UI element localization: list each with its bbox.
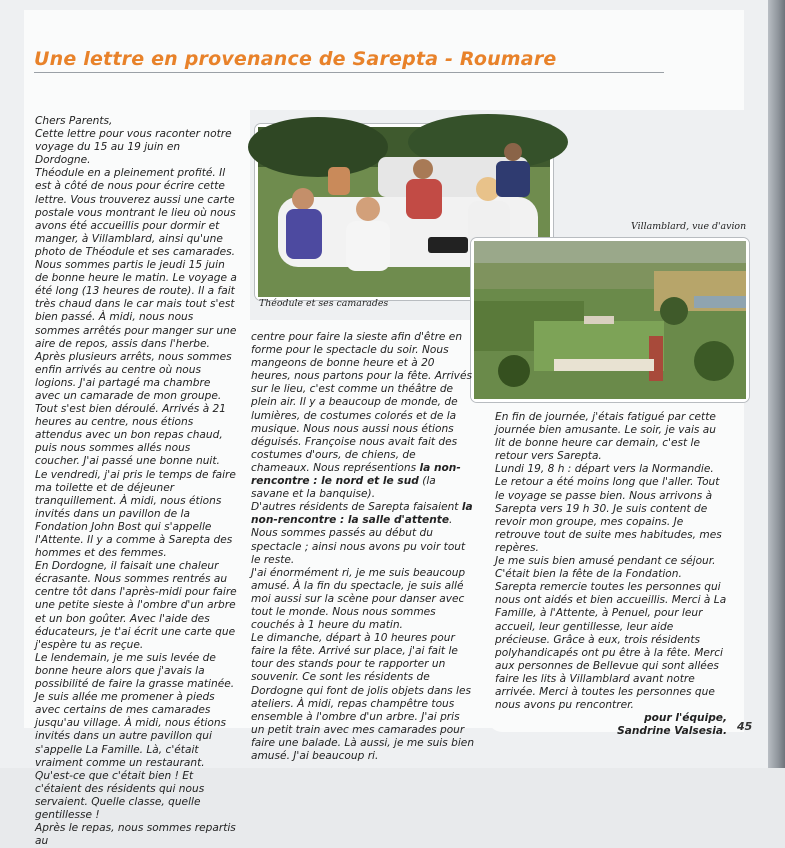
text-run: . Nous sommes passés au début du spectacle ; ainsi nous avons pu voir tout le reste. [251, 514, 466, 566]
paragraph: En Dordogne, il faisait une chaleur écrasante. Nous sommes rentrés au centre tôt dans l'après-midi pour faire une petite sieste à l'ombre d'un arbre et un bon goûter. Avec l'aide des éducateurs, je t'ai écrit une carte que j'espère tu as reçue. [35, 560, 237, 651]
aerial-image [474, 241, 746, 399]
paragraph: En fin de journée, j'étais fatigué par cette journée bien amusante. Le soir, je vais au lit de bonne heure car demain, c'est le retour vers Sarepta. [495, 411, 717, 463]
text-run: centre pour faire la sieste afin d'être en forme pour le spectacle du soir. Nous mangeons de bonne heure et à 20 heures, nous partons pour la fête. Arrivés sur le lieu, c'est comme un théâtre de plein air. Il y a beaucoup de monde, de lumières, de costumes colorés et de la musique. Nous nous aussi nous étions déguisés. Françoise nous avait fait des costumes d'ours, de chiens, de chameaux. Nous représentions [251, 331, 472, 474]
paragraph: J'ai énormément ri, je me suis beaucoup amusé. À la fin du spectacle, je suis allé moi aussi sur la scène pour danser avec tout le monde. Nous nous sommes couchés à 1 heure du matin. [251, 566, 466, 632]
title-rule [34, 72, 664, 73]
paragraph [251, 331, 476, 501]
paragraph: Nous sommes partis le jeudi 15 juin de bonne heure le matin. Le voyage a été long (13 heures de route). Il a fait très chaud dans le car mais tout s'est bien passé. À midi, nous nous sommes arrêtés pour manger sur une aire de repos, assis dans l'herbe. Après plusieurs arrêts, nous sommes enfin arrivés au centre où nous logions. J'ai partagé ma chambre avec un camarade de mon groupe. Tout s'est bien déroulé. Arrivés à 21 heures au centre, nous étions attendus avec un bon repas chaud, puis nous sommes allés nous coucher. J'ai passé une bonne nuit. [35, 259, 237, 468]
paragraph: Le lendemain, je me suis levée de bonne heure alors que j'avais la possibilité de faire la grasse matinée. Je suis allée me promener à pieds avec certains de mes camarades jusqu'au village. À midi, nous étions invités dans un autre pavillon qui s'appelle La Famille. Là, c'était vraiment comme un restaurant. Qu'est-ce que c'était bien ! Et c'étaient des résidents qui nous servaient. Quelle classe, quelle gentillesse ! [35, 651, 235, 821]
paragraph: Le dimanche, départ à 10 heures pour faire la fête. Arrivé sur place, j'ai fait le tour des stands pour te rapporter un souvenir. Ce sont les résidents de Dordogne qui font de jolis objets dans les ateliers. À midi, repas champêtre tous ensemble à l'ombre d'un arbre. J'ai pris un petit train avec mes camarades pour faire une balade. Là aussi, je me suis bien amusé. J'ai beaucoup ri. [251, 632, 475, 762]
paragraph: Théodule en a pleinement profité. Il est à côté de nous pour écrire cette lettre. Vous trouverez aussi une carte postale vous montrant le lieu où nous avons été accueillis pour dormir et manger, à Villamblard, ainsi qu'une photo de Théodule et ses camarades. [35, 167, 236, 258]
bold-text: la non-rencontre : la salle d'attente [251, 501, 473, 527]
text-run: (la savane et la banquise). [251, 475, 436, 501]
column-1 [35, 115, 238, 848]
signature-line-1: pour l'équipe, [644, 712, 727, 725]
paragraph: Sarepta remercie toutes les personnes qui nous ont aidés et bien accueillis. Merci à La Famille, à l'Attente, à Penuel, pour leur accueil, leur gentillesse, leur aide précieuse. Grâce à eux, trois résidents polyhandicapés ont pu être à la fête. Merci aux personnes de Bellevue qui sont allées faire les lits à Villamblard avant notre arrivée. Merci à toutes les personnes que nous avons pu rencontrer. [495, 581, 727, 712]
paragraph: Le vendredi, j'ai pris le temps de faire ma toilette et de déjeuner tranquillement. À midi, nous étions invités dans un pavillon de la Fondation John Bost qui s'appelle l'Attente. Il y a comme à Sarepta des hommes et des femmes. [35, 468, 236, 560]
caption-photo-group: Théodule et ses camarades [259, 298, 389, 309]
photo-aerial-villamblard [471, 238, 749, 402]
column-3 [495, 411, 727, 738]
paragraph [251, 501, 476, 566]
column-2 [251, 331, 476, 763]
text-run: D'autres résidents de Sarepta faisaient [251, 501, 459, 514]
paragraph: Chers Parents, [35, 115, 113, 127]
signature-line-2: Sandrine Valsesia. [617, 725, 727, 738]
caption-aerial-photo: Villamblard, vue d'avion [631, 221, 747, 232]
paragraph: Je me suis bien amusé pendant ce séjour. C'était bien la fête de la Fondation. [495, 555, 716, 581]
book-spine [768, 0, 785, 768]
page-number: 45 [737, 720, 753, 733]
bold-text: la non-rencontre : le nord et le sud [251, 461, 461, 488]
paragraph: Cette lettre pour vous raconter notre voyage du 15 au 19 juin en Dordogne. [35, 128, 232, 167]
paragraph: Après le repas, nous sommes repartis au [35, 822, 236, 848]
article-title: Une lettre en provenance de Sarepta - Roumare [34, 48, 557, 70]
paragraph: Lundi 19, 8 h : départ vers la Normandie. Le retour a été moins long que l'aller. Tout le voyage se passe bien. Nous arrivons à Sarepta vers 19 h 30. Je suis content de revoir mon groupe, mes copains. Je retrouve tout de suite mes habitudes, mes repères. [495, 463, 722, 554]
